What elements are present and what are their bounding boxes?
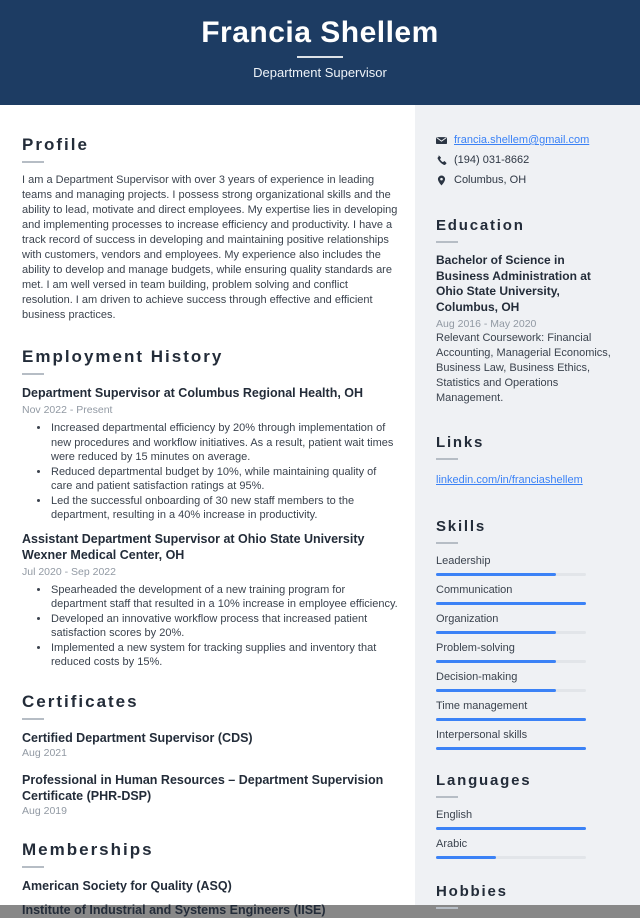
job-bullet-list (22, 583, 398, 670)
skill-name: Decision-making (436, 671, 518, 683)
contact-phone-row (436, 153, 615, 167)
section-divider (436, 796, 458, 798)
section-divider (22, 866, 44, 868)
skill-item (436, 699, 615, 721)
profile-section (22, 135, 398, 323)
bullet-item: • Increased departmental efficiency by 20% through implementation of new procedures and workflow initiatives. As a result, patient wait times were reduced by 15 minutes on average. (50, 421, 398, 465)
certificate-entry (22, 730, 398, 760)
section-divider (436, 458, 458, 460)
skill-item (436, 641, 615, 663)
skill-name: Communication (436, 584, 513, 596)
skill-bar (436, 718, 586, 721)
language-name: Arabic (436, 838, 468, 850)
skill-bar-fill (436, 573, 556, 576)
profile-text: I am a Department Supervisor with over 3 years of experience in leading teams and managing projects. I possess strong organizational skills and the ability to lead, motivate and direct employees. My expertise lies in developing and implementing processes to increase efficiency and productivity. I have a track record of success in developing and maintaining positive relationships with customers, vendors and employees. My experience also includes the ability to develop and manage budgets, while ensuring quality standards are met. I am well versed in team building, problem solving and conflict resolution. I am driven to achieve success through effective and efficient business practices. (22, 174, 398, 321)
language-bar-fill (436, 827, 586, 830)
certificate-date: Aug 2021 (22, 746, 67, 759)
job-dates: Jul 2020 - Sep 2022 (22, 565, 116, 578)
certificate-title: Certified Department Supervisor (CDS) (22, 730, 253, 745)
languages-heading: Languages (436, 772, 532, 789)
employment-heading: Employment History (22, 347, 224, 366)
skill-name: Time management (436, 700, 528, 712)
job-title-subtitle: Department Supervisor (253, 65, 387, 80)
skill-bar-fill (436, 631, 556, 634)
language-bar-fill (436, 856, 496, 859)
skill-item (436, 554, 615, 576)
section-divider (436, 241, 458, 243)
section-divider (436, 542, 458, 544)
bullet-item: • Led the successful onboarding of 30 new staff members to the department, resulting in a 40% increase in productivity. (50, 494, 398, 523)
linkedin-link[interactable]: linkedin.com/in/franciashellem (436, 474, 583, 486)
hobbies-heading: Hobbies (436, 883, 508, 900)
memberships-section (22, 840, 398, 918)
section-divider (436, 907, 458, 909)
contact-email-row (436, 133, 615, 147)
membership-item: American Society for Quality (ASQ) (22, 878, 232, 893)
education-section (436, 217, 615, 406)
skill-bar (436, 631, 586, 634)
section-divider (22, 718, 44, 720)
education-dates: Aug 2016 - May 2020 (436, 318, 537, 330)
links-heading: Links (436, 434, 485, 451)
location-text: Columbus, OH (454, 174, 527, 186)
section-divider (22, 373, 44, 375)
name-divider (297, 56, 343, 58)
job-entry (22, 385, 398, 523)
bullet-item: • Spearheaded the development of a new training program for department staff that resulted in a 10% increase in employee efficiency. (50, 583, 398, 612)
skill-item (436, 583, 615, 605)
content-columns (0, 105, 640, 917)
certificates-heading: Certificates (22, 691, 139, 711)
skills-section (436, 518, 615, 750)
bullet-item: • Implemented a new system for tracking supplies and inventory that reduced costs by 15%. (50, 641, 398, 670)
language-bar (436, 856, 586, 859)
language-item (436, 837, 615, 859)
education-heading: Education (436, 217, 525, 234)
languages-section (436, 772, 615, 859)
skill-name: Organization (436, 613, 499, 625)
links-section (436, 434, 615, 488)
education-description: Relevant Coursework: Financial Accounting, Managerial Economics, Business Law, Business Ethics, Statistics and Operations Management. (436, 332, 611, 404)
phone-icon (436, 155, 447, 166)
skill-bar-fill (436, 747, 586, 750)
job-title: Department Supervisor at Columbus Regional Health, OH (22, 386, 364, 400)
skill-item (436, 728, 615, 750)
skill-bar (436, 602, 586, 605)
section-divider (22, 161, 44, 163)
certificate-entry (22, 772, 398, 818)
language-name: English (436, 809, 473, 821)
certificate-date: Aug 2019 (22, 804, 67, 817)
certificate-title: Professional in Human Resources – Department Supervision Certificate (PHR-DSP) (22, 772, 384, 803)
contact-location-row (436, 173, 615, 187)
contact-section (436, 133, 615, 187)
memberships-heading: Memberships (22, 839, 154, 859)
language-bar (436, 827, 586, 830)
sidebar (415, 105, 640, 905)
skill-bar (436, 689, 586, 692)
skill-bar-fill (436, 660, 556, 663)
header-banner (0, 0, 640, 105)
job-entry (22, 531, 398, 670)
skill-bar-fill (436, 718, 586, 721)
email-link[interactable]: francia.shellem@gmail.com (454, 134, 590, 146)
language-item (436, 808, 615, 830)
membership-item: Institute of Industrial and Systems Engineers (IISE) (22, 902, 326, 917)
phone-number: (194) 031-8662 (454, 154, 530, 166)
employment-section (22, 347, 398, 670)
person-name: Francia Shellem (201, 16, 439, 49)
skill-item (436, 612, 615, 634)
main-column (0, 105, 415, 917)
location-icon (436, 175, 447, 186)
certificates-section (22, 692, 398, 818)
skill-name: Interpersonal skills (436, 729, 528, 741)
job-title: Assistant Department Supervisor at Ohio State University Wexner Medical Center, OH (22, 531, 365, 562)
skills-heading: Skills (436, 518, 486, 535)
bullet-item: • Reduced departmental budget by 10%, while maintaining quality of care and patient satisfaction ratings at 95%. (50, 465, 398, 494)
degree-title: Bachelor of Science in Business Administration at Ohio State University, Columbus, OH (436, 253, 591, 314)
skill-bar-fill (436, 689, 556, 692)
skill-bar (436, 747, 586, 750)
skill-item (436, 670, 615, 692)
skill-bar-fill (436, 602, 586, 605)
skill-bar (436, 660, 586, 663)
skill-name: Leadership (436, 555, 491, 567)
job-dates: Nov 2022 - Present (22, 404, 113, 416)
email-icon (436, 135, 447, 146)
hobbies-section (436, 883, 615, 909)
skill-name: Problem-solving (436, 642, 515, 654)
skill-bar (436, 573, 586, 576)
profile-heading: Profile (22, 135, 89, 154)
bullet-item: • Developed an innovative workflow process that increased patient satisfaction scores by 20%. (50, 612, 398, 641)
job-bullet-list (22, 421, 398, 523)
